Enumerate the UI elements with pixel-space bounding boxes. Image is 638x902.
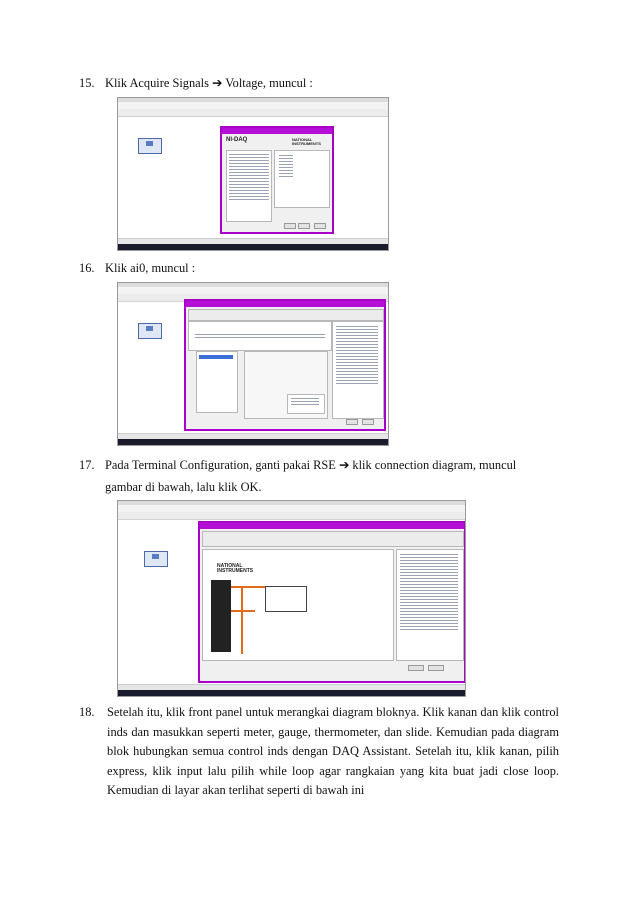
channel-list[interactable]	[196, 351, 238, 413]
step-17	[79, 454, 516, 498]
diagram-panel	[202, 549, 394, 661]
ok-button[interactable]	[408, 665, 424, 671]
toolbar	[118, 512, 465, 520]
step-number: 17.	[79, 458, 95, 472]
step-15	[79, 74, 313, 92]
screenshot-connection-diagram	[117, 500, 466, 697]
taskbar	[118, 690, 465, 696]
terminal-block	[211, 580, 231, 652]
ni-logo: NATIONAL INSTRUMENTS	[292, 137, 321, 146]
daq-dialog	[184, 299, 386, 431]
step-18	[79, 703, 559, 801]
step-number: 15.	[79, 76, 95, 90]
screenshot-acquire-signals	[117, 97, 389, 251]
instructions-panel	[226, 150, 272, 222]
wire-1	[231, 586, 267, 588]
step-number: 18.	[79, 705, 95, 719]
next-button[interactable]	[298, 223, 310, 229]
voltage-input-setup	[244, 351, 328, 419]
ni-logo: NATIONAL INSTRUMENTS	[217, 563, 254, 574]
step-text-line2: gambar di bawah, lalu klik OK.	[105, 480, 262, 494]
step-18-text: Setelah itu, klik front panel untuk merangkai diagram bloknya. Klik kanan dan klik control inds dan masukkan seperti meter, gauge, thermometer, dan slide. Kemudian pada diagram blok hubungkan semua control inds dengan DAQ Assistant. Setelah itu, klik kanan, pilih express, klik input lalu pilih while loop agar rangkaian yang kita buat jadi close loop. Kemudian di layar akan terlihat seperti di bawah ini	[107, 705, 559, 797]
voltage-source-symbol	[265, 586, 307, 612]
help-panel	[396, 549, 464, 661]
wire-3	[241, 586, 243, 654]
daq-dialog	[220, 126, 334, 234]
back-button[interactable]	[284, 223, 296, 229]
terminal-config-dropdown[interactable]	[287, 394, 325, 414]
step-text-line1: Pada Terminal Configuration, ganti pakai RSE ➔ klik connection diagram, muncul	[105, 458, 517, 472]
toolbar	[118, 109, 388, 117]
daq-assistant-icon[interactable]	[144, 551, 168, 567]
wire-2	[231, 610, 255, 612]
dialog-titlebar	[222, 128, 332, 134]
step-number: 16.	[79, 261, 95, 275]
dialog-toolbar	[188, 309, 384, 321]
step-16	[79, 259, 195, 277]
dialog-toolbar	[202, 531, 464, 547]
help-panel	[332, 321, 384, 419]
taskbar	[118, 244, 388, 250]
daq-assistant-icon[interactable]	[138, 323, 162, 339]
daq-assistant-icon[interactable]	[138, 138, 162, 154]
cancel-button[interactable]	[314, 223, 326, 229]
channel-list-panel[interactable]	[274, 150, 330, 208]
taskbar	[118, 439, 388, 445]
graph-panel	[188, 321, 332, 351]
daq-dialog	[198, 521, 466, 683]
ok-button[interactable]	[346, 419, 358, 425]
dialog-titlebar	[186, 301, 384, 307]
screenshot-voltage-setup	[117, 282, 389, 446]
step-text: Klik ai0, muncul :	[105, 261, 196, 275]
step-text: Klik Acquire Signals ➔ Voltage, muncul :	[105, 76, 313, 90]
ni-daq-logo: NI-DAQ	[226, 137, 248, 143]
cancel-button[interactable]	[362, 419, 374, 425]
dialog-titlebar	[200, 523, 464, 529]
selected-channel[interactable]	[199, 355, 233, 359]
cancel-button[interactable]	[428, 665, 444, 671]
